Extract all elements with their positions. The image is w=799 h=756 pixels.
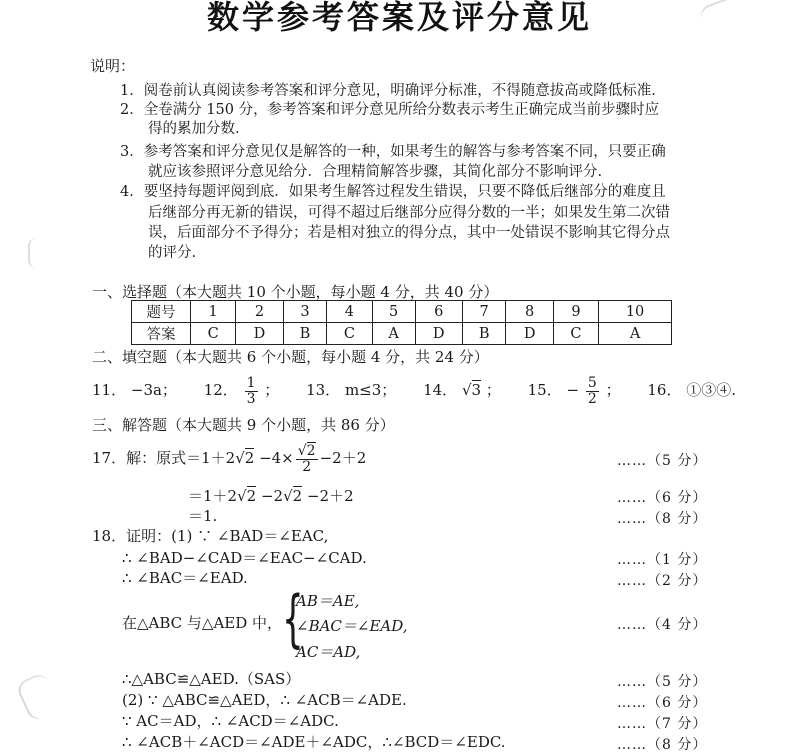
q13-answer: 13． m≤3； <box>306 381 397 399</box>
q17-line2 <box>188 485 354 506</box>
brace-icon: { <box>282 582 304 655</box>
table-cell: 4 <box>327 301 372 323</box>
brace-line: AB＝AE, <box>296 592 360 610</box>
note-line: 3．参考答案和评分意见仅是解答的一种，如果考生的解答与参考答案不同，只要正确 <box>120 144 666 160</box>
notes-heading: 说明： <box>90 57 136 75</box>
q18-line: ∴ ∠BAD−∠CAD＝∠EAC−∠CAD. <box>122 549 367 567</box>
q17-frac-radicand: 2 <box>306 442 316 459</box>
sqrt-icon: √ <box>237 487 247 505</box>
table-cell: B <box>462 323 506 345</box>
table-cell: C <box>191 323 236 345</box>
sqrt-icon: √ <box>235 449 245 467</box>
q11-label: 11． <box>92 381 127 399</box>
q17-fraction-num <box>296 444 318 460</box>
note-line: 就应该参照评分意见给分．合理精简解答步骤，其简化部分不影响评分. <box>148 164 603 180</box>
q14-label: 14． <box>423 381 458 399</box>
q12-tail: ； <box>264 381 280 399</box>
q18-line: ∴ ∠BAC＝∠EAD. <box>122 569 248 587</box>
q17-part: −2＋2 <box>319 449 367 467</box>
q17-fraction <box>296 444 318 475</box>
score-label: ……（7 分） <box>617 716 708 732</box>
q17-line3: ＝1. <box>188 507 218 525</box>
note-line: 误，后面部分不予得分；若是相对独立的得分点，其中一处错误不影响其它得分点 <box>148 225 670 241</box>
table-cell: 8 <box>506 301 553 323</box>
answer-table <box>131 300 672 345</box>
score-label: ……（6 分） <box>617 490 708 506</box>
q17-label: 17．解：原式＝1＋2 <box>92 449 236 467</box>
table-cell: A <box>599 323 672 345</box>
section3-heading: 三、解答题（本大题共 9 个小题，共 86 分） <box>92 416 395 434</box>
q15-denominator: 2 <box>587 390 597 407</box>
q12-label: 12． <box>203 381 238 399</box>
note-line: 后继部分再无新的错误，可得不超过后继部分应得分数的一半；如果发生第二次错 <box>148 205 670 221</box>
table-row <box>132 323 672 345</box>
q17-part: ＝1＋2 <box>188 487 238 505</box>
table-row <box>132 301 672 323</box>
q17-radicand: 2 <box>246 487 257 505</box>
q18-line: ∵ AC＝AD，∴ ∠ACD＝∠ADC. <box>122 712 339 730</box>
note-line: 2．全卷满分 150 分，参考答案和评分意见所给分数表示考生正确完成当前步骤时应 <box>120 102 660 118</box>
q14-radicand: 3 <box>471 381 482 399</box>
table-cell: C <box>327 323 372 345</box>
margin-smudge-bottom-left <box>15 671 62 723</box>
q18-line: 在△ABC 与△AED 中， <box>122 614 283 632</box>
q12-numerator: 1 <box>246 374 256 391</box>
q12-denominator: 3 <box>246 390 256 407</box>
table-row-label: 答案 <box>132 323 191 345</box>
q15-label: 15． − <box>527 381 580 399</box>
score-label: ……（4 分） <box>617 617 708 633</box>
table-cell: 3 <box>283 301 327 323</box>
q11-answer: −3a； <box>130 381 177 399</box>
q17-line1 <box>92 438 366 478</box>
q15-fraction <box>586 376 599 407</box>
table-cell: C <box>553 323 598 345</box>
score-label: ……（8 分） <box>617 737 708 753</box>
q17-fraction-den: 2 <box>302 458 312 475</box>
fill-blank-answers <box>92 368 736 412</box>
sqrt-icon: √ <box>461 381 472 399</box>
table-cell: 10 <box>599 301 672 323</box>
note-line: 4．要坚持每题评阅到底．如果考生解答过程发生错误，只要不降低后继部分的难度且 <box>120 184 666 200</box>
q17-radicand: 2 <box>292 487 303 505</box>
q17-part: −2＋2 <box>302 487 354 505</box>
q12-fraction <box>245 376 258 407</box>
section1-heading: 一、选择题（本大题共 10 个小题，每小题 4 分，共 40 分） <box>92 283 499 301</box>
q18-line: ∴ ∠ACB＋∠ACD＝∠ADE＋∠ADC，∴∠BCD＝∠EDC. <box>122 733 506 751</box>
table-cell: D <box>236 323 283 345</box>
q15-tail: ； <box>605 381 621 399</box>
score-label: ……（5 分） <box>617 674 708 690</box>
margin-smudge-left <box>28 238 44 268</box>
sqrt-icon: √ <box>283 487 293 505</box>
score-label: ……（6 分） <box>617 695 708 711</box>
table-cell: 1 <box>191 301 236 323</box>
q18-line: ∴△ABC≌△AED.（SAS） <box>122 670 301 688</box>
score-label: ……（8 分） <box>617 511 708 527</box>
sqrt-icon: √ <box>297 442 307 459</box>
table-cell: A <box>372 323 415 345</box>
table-cell: D <box>506 323 553 345</box>
q14-tail: ； <box>485 381 501 399</box>
table-cell: 7 <box>462 301 506 323</box>
q15-numerator: 5 <box>587 374 597 391</box>
table-row-label: 题号 <box>132 301 191 323</box>
brace-line: AC＝AD, <box>296 643 361 661</box>
table-cell: 2 <box>236 301 283 323</box>
q17-part: −4× <box>254 449 294 467</box>
section2-heading: 二、填空题（本大题共 6 个小题，每小题 4 分，共 24 分） <box>92 348 489 366</box>
score-label: ……（2 分） <box>617 573 708 589</box>
score-label: ……（1 分） <box>617 552 708 568</box>
table-cell: 5 <box>372 301 415 323</box>
brace-line: ∠BAC＝∠EAD, <box>296 617 408 635</box>
q18-line: 18．证明：(1) ∵ ∠BAD＝∠EAC, <box>92 527 329 545</box>
table-cell: B <box>283 323 327 345</box>
q18-line: (2) ∵ △ABC≌△AED，∴ ∠ACB＝∠ADE. <box>122 691 407 709</box>
q17-part: −2 <box>256 487 284 505</box>
note-line: 得的累加分数. <box>148 121 240 137</box>
page-title: 数学参考答案及评分意见 <box>206 0 592 36</box>
table-cell: 9 <box>553 301 598 323</box>
q16-answer: 16． ①③④. <box>647 381 736 399</box>
note-line: 的评分. <box>148 245 197 261</box>
q17-radicand: 2 <box>244 449 255 467</box>
score-label: ……（5 分） <box>617 453 708 469</box>
note-line: 1．阅卷前认真阅读参考答案和评分意见，明确评分标准，不得随意拔高或降低标准. <box>120 83 656 99</box>
table-cell: 6 <box>415 301 462 323</box>
table-cell: D <box>415 323 462 345</box>
